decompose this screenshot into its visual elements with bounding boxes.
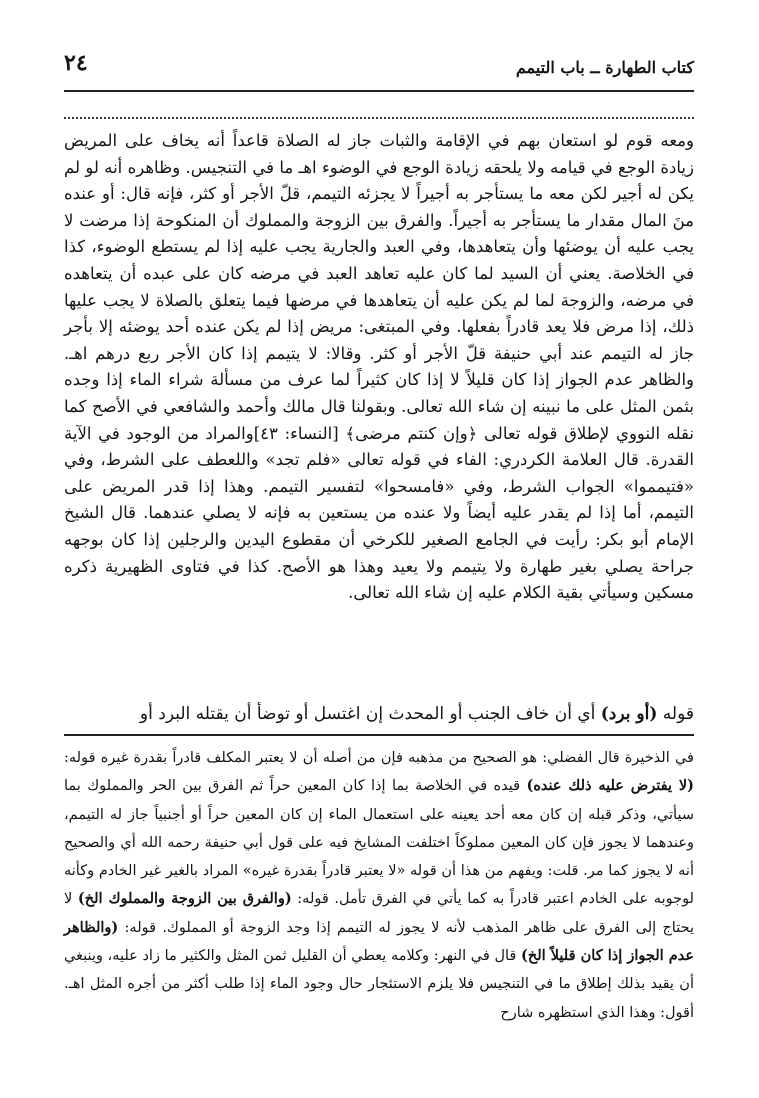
footnote-segment: لا يحتاج إلى الفرق على ظاهر المذهب لأنه لا يجوز له التيمم إذا وجد الزوجة أو المملوك. قوله: xyxy=(64,891,694,936)
quote-rest: أي أن خاف الجنب أو المحدث إن اغتسل أو توضأ أن يقتله البرد أو xyxy=(139,704,596,724)
header-rule xyxy=(64,90,694,92)
footnote-segment: قال في النهر: وكلامه يعطي أن القليل ثمن المثل والكثير ما زاد عليه، وينبغي أن يقيد بذلك إطلاق ما في التنجيس فلا يلزم الاستئجار حال وجود الماء إذا طلب أكثر من أجره المثل اهـ. أقول: وهذا الذي استظهره شارح xyxy=(64,948,694,1021)
footnote-segment: قيده في الخلاصة بما إذا كان المعين حراً ثم الفرق بين الحر والمملوك بما سيأتي، وذكر قبله إن كان معه أحد يعينه على استعمال الماء إن كان المعين حراً أو أجنبياً جاز له التيمم، وعندهما لا يجوز فإن كان المعين مملوكاً اختلفت المشايخ فيه على قول أبي حنيفة رحمه الله أي والصحيح أنه لا يجوز كما مر. قلت: ويفهم من هذا أن قوله «لا يعتبر قادراً بقدرة غيره» المراد بالغير غير الخادم وكأنه لوجوبه على الخادم اعتبر قادراً به كما يأتي في الفرق تأمل. قوله: xyxy=(64,778,694,908)
page-number: ٢٤ xyxy=(64,50,88,76)
footnote-paragraph xyxy=(64,744,694,1027)
running-title: كتاب الطهارة ــ باب التيمم xyxy=(515,58,694,77)
footnote-bold-term: (والظاهر عدم الجواز إذا كان قليلاً الخ) xyxy=(64,918,694,965)
main-text-paragraph: ومعه قوم لو استعان بهم في الإقامة والثبات جاز له الصلاة قاعداً أنه يخاف على المريض زيادة الوجع في قيامه ولا يلحقه زيادة الوجع في الوضوء اهـ ما في التنجيس. وظاهره أنه لو لم يكن له أجير لكن معه ما يستأجر به أجيراً لا يجزئه التيمم، قلّ الأجر أو كثر، فإنه قال: أو عنده منَ المال مقدار ما يستأجر به أجيراً. والفرق بين الزوجة والمملوك أن المنكوحة إذا مرضت لا يجب عليه أن يوضئها وأن يتعاهدها، وفي العبد والجارية يجب عليه إذا لم يستطع الوضوء، كذا في الخلاصة. يعني أن السيد لما كان عليه تعاهد العبد في مرضه كان على عبده أن يتعاهده في مرضه، والزوجة لما لم يكن عليه أن يتعاهدها في مرضها فيما يتعلق بالصلاة لا يجب عليها ذلك، إذا مرض فلا يعد قادراً بفعلها. وفي المبتغى: مريض إذا لم يكن عنده أحد يوضئه إلا بأجر جاز له التيمم عند أبي حنيفة قلّ الأجر أو كثر. وقالا: لا يتيمم إذا كان الأجر ربع درهم اهـ. والظاهر عدم الجواز إذا كان قليلاً لا إذا كان كثيراً لما عرف من مسألة شراء الماء إذا وجده بثمن المثل على ما نبينه إن شاء الله تعالى. وبقولنا قال مالك وأحمد والشافعي في الأصح كما نقله النووي لإطلاق قوله تعالى ﴿وإن كنتم مرضى﴾ [النساء: ٤٣]والمراد من الوجود في الآية القدرة. قال العلامة الكردري: الفاء في قوله تعالى «فلم تجد» واللعطف على الشرط، وفي «فتيمموا» الجواب الشرط، وفي «فامسحوا» لتفسير التيمم. وهذا إذا قدر المريض على التيمم، أما إذا لم يقدر عليه أيضاً ولا عنده من يستعين به فإنه لا يصلي عندهما. قال الشيخ الإمام أبو بكر: رأيت في الجامع الصغير للكرخي أن مقطوع اليدين والرجلين إذا كان بوجهه جراحة يصلي بغير طهارة ولا يتيمم ولا يعيد وهذا هو الأصح. كذا في فتاوى الظهيرية ذكره مسكين وسيأتي بقية الكلام عليه إن شاء الله تعالى. xyxy=(64,131,694,603)
footnote-bold-term: (والفرق بين الزوجة والمملوك الخ) xyxy=(77,890,292,908)
footnote-block xyxy=(64,744,694,1027)
footnote-bold-term: (لا يفترض عليه ذلك عنده) xyxy=(526,777,694,795)
footnote-segment: في الذخيرة قال الفضلي: هو الصحيح من مذهبه فإن من أصله أن لا يعتبر المكلف قادراً بقدرة غيره قوله: xyxy=(64,750,694,766)
footnote-rule xyxy=(64,734,694,736)
commentary-quote-line xyxy=(64,702,694,726)
main-text-block xyxy=(64,128,694,607)
page-header xyxy=(64,48,694,86)
quote-term: (أو برد) xyxy=(600,704,658,724)
dotted-separator xyxy=(64,117,694,119)
quote-lead: قوله xyxy=(662,704,694,724)
